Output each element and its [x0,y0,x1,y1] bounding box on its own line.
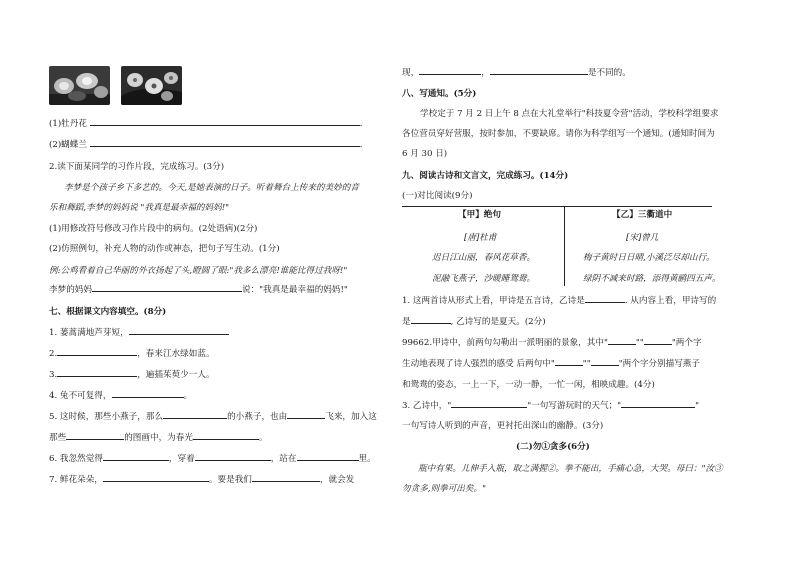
q9-3-line1[interactable]: 3. 乙诗中，" "一句写游玩时的天气；" " [402,401,700,411]
butterfly-orchid-photo [121,66,182,105]
example-sentence: 例:公鸡看着自己华丽的外衣扬起了头,瞪圆了眼:"我多么漂亮!谁能比得过我呀!" [49,266,348,276]
section-8-title: 八、写通知。(5分) [402,89,477,99]
q9-2-line3: 和鸳鸯的姿态，一上一下，一动一静，一忙一闲，相映成趣。(4分) [402,380,655,390]
notice-line-3: 6 月 30 日) [402,149,448,159]
q9-2-line2[interactable]: 生动地表现了诗人强烈的感受 后两句中" "" "两个字分别描写燕子 [402,359,700,369]
fill-7-4[interactable]: 4. 兔不可复得， 。 [49,391,193,401]
continued-line[interactable]: 现， ， 是不同的。 [402,68,631,78]
q9-3-line2: 一句写诗人听到的声音，更衬托出深山的幽静。(3分) [402,421,604,431]
fill-7-3[interactable]: 3. ，遍插茱萸少一人。 [49,370,215,380]
answer-line-peony[interactable]: (1)牡丹花 . [49,119,363,129]
label-orchid: (2)蝴蝶兰 [49,140,87,150]
section-9-title: 九、阅读古诗和文言文，完成练习。(14分) [402,171,569,181]
q2-sub-2: (2)仿照例句，补充人物的动作或神态，把句子写生动。(1分) [49,244,280,254]
poem-a-line-1: 迟日江山丽，春风花草香。 [432,253,536,263]
fill-7-5-line1[interactable]: 5. 这时候，那些小燕子，那么 的小燕子，也由 飞来，加入这 [49,412,377,422]
fill-7-7[interactable]: 7. 鲜花朵朵， 。要是我们 ，就会发 [49,475,355,485]
poem-b-author: [宋]曾几 [626,233,659,243]
poem-b-line-1: 梅子黄时日日晴,小溪泛尽却山行。 [583,253,715,263]
question-2-title: 2.读下面某同学的习作片段，完成练习。(3分) [49,162,225,172]
notice-line-2: 各位营员穿好营服，按时参加，不要缺席。请你为科学组写一个通知。(通知时间为 [402,129,715,139]
subsection-2-title: (二)勿①贪多(6分) [516,442,590,452]
section-7-title: 七、根据课文内容填空。(8分) [49,307,167,317]
peony-photo [49,66,110,105]
subsection-comparison: (一)对比阅读(9分) [402,191,473,201]
fill-7-1[interactable]: 1. 蒌蒿满地芦芽短， [49,328,229,339]
passage-line-2: 乐和舞蹈,李梦的妈妈说 "我真是最幸福的妈妈!" [49,203,230,213]
q9-1-line2[interactable]: 是 , 乙诗写的是夏天。(2分) [402,317,546,327]
table-divider [564,206,565,286]
table-top-rule [402,206,712,207]
passage-line-1: 李梦是个孩子乡下多艺的。今天,是她表演的日子。听着舞台上传来的美妙的音 [64,183,359,193]
classical-text-line-2: 勿贪多,则拳可出矣。" [402,484,487,494]
label-peony: (1)牡丹花 [49,119,87,129]
answer-line-orchid[interactable]: (2)蝴蝶兰 . [49,140,363,150]
q2-sub-1: (1)用修改符号修改习作片段中的病句。(2处语病)(2分) [49,224,258,234]
poem-b-line-2: 绿阴不减来时路，添得黄鹂四五声。 [583,274,721,284]
fill-7-2[interactable]: 2. ，春来江水绿如蓝。 [49,349,215,359]
q9-1-line1[interactable]: 1. 这两首诗从形式上看，甲诗是五言诗，乙诗是 . 从内容上看，甲诗写的 [402,296,717,306]
fill-7-5-line2[interactable]: 那些 的图画中，为春光 。 [49,433,268,443]
poem-a-line-2: 泥融飞燕子，沙暖睡鸳鸯。 [432,274,536,284]
fill-7-6[interactable]: 6. 我忽然觉得 ，穿着 ，站在 里。 [49,454,376,464]
notice-line-1: 学校定于 7 月 2 日上午 8 点在大礼堂举行"科技夏令营"活动，学校科学组要求 [420,109,719,119]
q9-2-line1[interactable]: 99662.甲诗中，前两句勾勒出一派明丽的景象，其中" "" "两个字 [402,338,702,348]
poem-a-author: [唐]杜甫 [464,233,497,243]
imitation-fill[interactable]: 李梦的妈妈 说："我真是最幸福的妈妈!" [49,285,348,295]
poem-b-title: 【乙】三衢道中 [612,210,673,220]
classical-text-line-1: 瓶中有果。儿伸手入瓶，取之满握②。拳不能出，手痛心急，大哭。母曰："汝③ [418,464,723,474]
poem-a-title: 【甲】绝句 [458,210,501,220]
